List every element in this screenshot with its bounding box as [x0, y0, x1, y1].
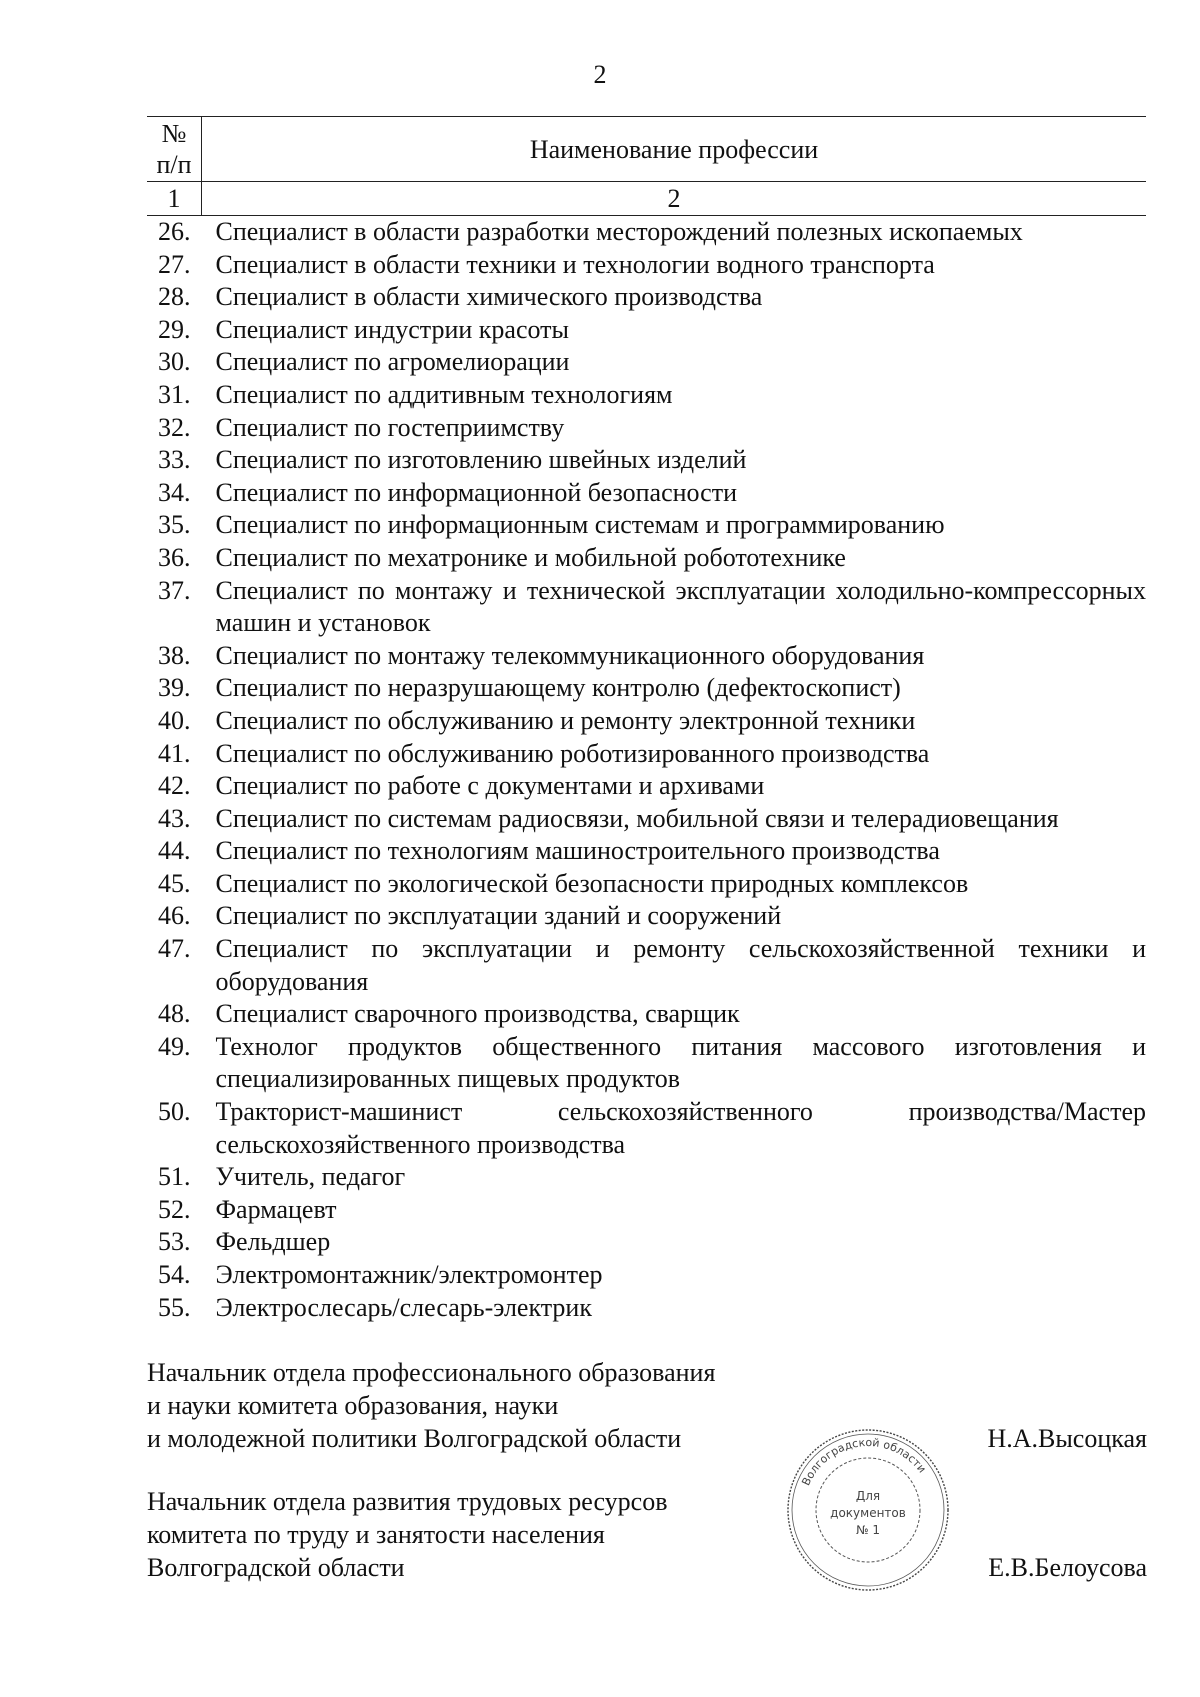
signature-1-name: Н.А.Высоцкая: [987, 1424, 1147, 1453]
row-profession-name: Специалист по информационной безопасности: [215, 477, 737, 507]
row-profession-name: Фельдшер: [215, 1227, 331, 1257]
row-number: 32.: [158, 412, 191, 442]
row-number: 52.: [158, 1194, 191, 1224]
row-profession-name: Специалист сварочного производства, сварщик: [215, 999, 740, 1029]
table-row: [147, 1194, 1146, 1227]
table-row: [147, 216, 1146, 249]
row-profession-name: Специалист по экологической безопасности природных комплексов: [215, 868, 969, 898]
table-row: [147, 933, 1146, 998]
row-number: 43.: [158, 803, 191, 833]
stamp-center-line-3: № 1: [856, 1523, 880, 1537]
row-number: 37.: [158, 575, 191, 605]
row-profession-name: Специалист по мехатронике и мобильной робототехнике: [215, 542, 846, 572]
row-number: 39.: [158, 673, 191, 703]
table-row: [147, 1226, 1146, 1259]
table-header-row: [147, 117, 1146, 182]
row-number: 28.: [158, 282, 191, 312]
row-profession-name: Специалист по системам радиосвязи, мобильной связи и телерадиовещания: [215, 803, 1059, 833]
row-number: 34.: [158, 477, 191, 507]
signature-1-title: Начальник отдела профессионального образования и науки комитета образования, науки и молодежной политики Волгоградской области: [147, 1358, 716, 1453]
row-number: 41.: [158, 738, 191, 768]
row-profession-name: Специалист по информационным системам и программированию: [215, 510, 945, 540]
row-number: 44.: [158, 836, 191, 866]
stamp-center-line-2: документов: [830, 1506, 906, 1520]
table-row: [147, 281, 1146, 314]
row-profession-name: Технолог продуктов общественного питания массового изготовления и специализированных пищевых продуктов: [215, 1031, 1146, 1094]
row-number: 36.: [158, 542, 191, 572]
row-number: 54.: [158, 1260, 191, 1289]
row-number: 49.: [158, 1031, 191, 1061]
signature-2-name: Е.В.Белоусова: [988, 1553, 1147, 1582]
table-row: [147, 379, 1146, 412]
row-number: 48.: [158, 999, 191, 1029]
row-number: 45.: [158, 868, 191, 898]
table-row: [147, 575, 1146, 640]
row-number: 53.: [158, 1227, 191, 1257]
table-row: [147, 998, 1146, 1031]
stamp-center-line-1: Для: [855, 1489, 881, 1503]
row-number: 29.: [158, 314, 191, 344]
table-row: [147, 835, 1146, 868]
table-row: [147, 900, 1146, 933]
row-number: 55.: [158, 1292, 191, 1322]
page-number: 2: [593, 60, 607, 89]
row-profession-name: Специалист по монтажу телекоммуникационного оборудования: [215, 640, 925, 670]
table-row: [147, 1259, 1146, 1292]
table-row: [147, 705, 1146, 738]
row-profession-name: Специалист по изготовлению швейных изделий: [215, 445, 747, 475]
header-number-cell: [147, 117, 202, 182]
row-profession-name: Тракторист-машинист сельскохозяйственного производства/Мастер сельскохозяйственного производства: [215, 1097, 1146, 1159]
header-name-cell: [202, 117, 1147, 182]
row-profession-name: Специалист по эксплуатации и ремонту сельскохозяйственной техники и оборудования: [215, 934, 1146, 996]
table-row: [147, 868, 1146, 901]
stamp-seal-icon: [785, 1427, 951, 1593]
row-profession-name: Специалист по гостеприимству: [215, 412, 565, 442]
row-number: 35.: [158, 510, 191, 540]
row-number: 33.: [158, 445, 191, 475]
header-name-label: Наименование профессии: [529, 134, 819, 164]
row-profession-name: Специалист в области химического производства: [215, 282, 763, 312]
professions-table: [147, 116, 1146, 1324]
table-row: [147, 346, 1146, 379]
row-profession-name: Специалист по работе с документами и архивами: [215, 771, 765, 801]
row-profession-name: Специалист по аддитивным технологиям: [215, 379, 673, 409]
row-number: 26.: [158, 217, 191, 246]
row-number: 51.: [158, 1162, 191, 1192]
official-stamp: [785, 1427, 951, 1593]
row-number: 31.: [158, 379, 191, 409]
row-number: 40.: [158, 705, 191, 735]
row-profession-name: Специалист по монтажу и технической эксплуатации холодильно-компрессорных машин и установок: [215, 575, 1146, 638]
signature-2-title: Начальник отдела развития трудовых ресурсов комитета по труду и занятости населения Волгоградской области: [147, 1487, 668, 1582]
row-profession-name: Специалист по обслуживанию и ремонту электронной техники: [215, 705, 916, 735]
column-number-1: 1: [147, 182, 202, 216]
row-profession-name: Специалист по обслуживанию роботизированного производства: [215, 738, 930, 768]
row-profession-name: Специалист индустрии красоты: [215, 314, 569, 344]
table-row: [147, 314, 1146, 347]
row-profession-name: Специалист по неразрушающему контролю (дефектоскопист): [215, 673, 901, 703]
table-row: [147, 803, 1146, 836]
column-number-2: 2: [202, 182, 1147, 216]
row-profession-name: Специалист в области разработки месторождений полезных ископаемых: [215, 217, 1023, 246]
table-row: [147, 672, 1146, 705]
row-number: 42.: [158, 771, 191, 801]
row-profession-name: Специалист по агромелиорации: [215, 347, 570, 377]
table-row: [147, 738, 1146, 771]
signature-block: [147, 1356, 1147, 1584]
row-profession-name: Фармацевт: [215, 1194, 337, 1224]
table-row: [147, 412, 1146, 445]
signature-1: [147, 1356, 1147, 1455]
table-row: [147, 249, 1146, 282]
row-profession-name: Электромонтажник/электромонтер: [215, 1260, 603, 1289]
row-profession-name: Специалист в области техники и технологии водного транспорта: [215, 249, 935, 279]
signature-2: [147, 1485, 1147, 1584]
table-row: [147, 444, 1146, 477]
row-profession-name: Специалист по эксплуатации зданий и сооружений: [215, 901, 782, 931]
table-row: [147, 640, 1146, 673]
table-row: [147, 477, 1146, 510]
table-row: [147, 770, 1146, 803]
column-number-row: [147, 182, 1146, 216]
row-number: 30.: [158, 347, 191, 377]
row-number: 46.: [158, 901, 191, 931]
row-profession-name: Специалист по технологиям машиностроительного производства: [215, 836, 940, 866]
stamp-ring-text: Волгоградской области: [799, 1435, 929, 1488]
header-number-label: № п/п: [156, 119, 192, 179]
table-row: [147, 509, 1146, 542]
row-profession-name: Электрослесарь/слесарь-электрик: [215, 1292, 592, 1322]
row-number: 27.: [158, 249, 191, 279]
table-row: [147, 1031, 1146, 1096]
table-row: [147, 1292, 1146, 1325]
table-row: [147, 1096, 1146, 1161]
row-number: 50.: [158, 1097, 191, 1127]
row-number: 38.: [158, 640, 191, 670]
row-number: 47.: [158, 934, 191, 964]
row-profession-name: Учитель, педагог: [215, 1162, 406, 1192]
table-row: [147, 542, 1146, 575]
table-row: [147, 1161, 1146, 1194]
professions-list: [147, 216, 1146, 1325]
